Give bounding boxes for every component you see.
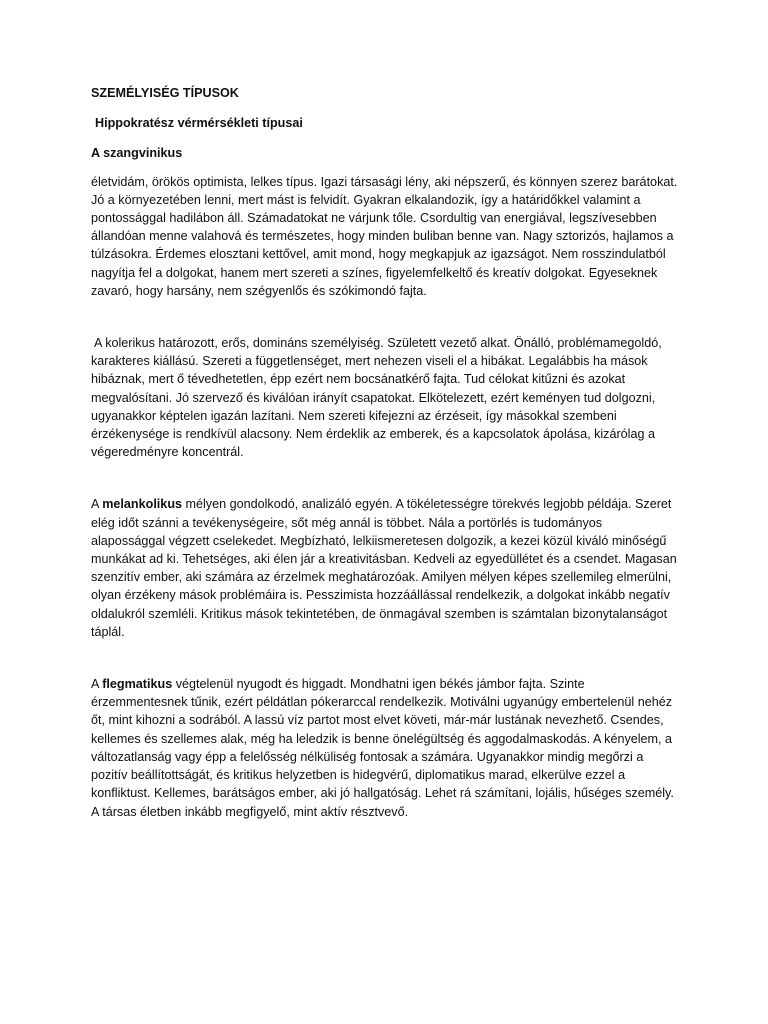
paragraph-phlegmatic [91,675,679,821]
paragraph-melancholic [91,495,679,641]
melancholic-text: mélyen gondolkodó, analizáló egyén. A tökéletességre törekvés legjobb példája. Szeret elég időt szánni a tevékenységeire, sőt még annál is többet. Nála a portörlés is tudományos alapossággal végzett cselekedet. Megbízható, lelkiismeretesen dolgozik, a kezei közül kiváló minőségű munkákat ad ki. Tehetséges, aki élen jár a kreativitásban. Kedveli az egyedüllétet és a csendet. Magasan szenzitív ember, aki számára az érzelmek meghatározóak. Amilyen mélyen képes szellemileg elmerülni, olyan érzékeny mások problémáira is. Pesszimista hozzáállással rendelkezik, a dolgokat inkább negatív oldalukról szemléli. Kritikus mások tekintetében, de önmagával szemben is számtalan bizonytalanságot táplál. [91,497,677,639]
document-title: SZEMÉLYISÉG TÍPUSOK [91,86,239,100]
phlegmatic-text: végtelenül nyugodt és higgadt. Mondhatni igen békés jámbor fajta. Szinte érzemmentesnek tűnik, ezért példátlan pókerarccal rendelkezik. Motiválni ugyanúgy embertelenül nehéz őt, mint kihozni a sodrából. A lassú víz partot most elvet követi, már-már lustának nevezhető. Csendes, kellemes és szellemes alak, még ha leledzik is benne önelégültség és aggodalmaskodás. A kényelem, a változatlanság vagy épp a felelősség nélküliség fontosak a számára. Ugyanakkor mindig megőrzi a pozitív beállítottságát, és kritikus helyzetben is hidegvérű, diplomatikus marad, elkerülve ezzel a konfliktust. Kellemes, barátságos ember, aki jó hallgatóság. Lehet rá számítani, lojális, hűséges személy. A társas életben inkább megfigyelő, mint aktív résztvevő. [91,677,674,819]
phlegmatic-term: flegmatikus [102,677,173,692]
melancholic-term: melankolikus [102,497,183,512]
document-subtitle: Hippokratész vérmérsékleti típusai [95,116,303,131]
melancholic-prefix: A [91,497,103,512]
document-page [91,84,679,821]
section-heading-sanguine: A szangvinikus [91,146,183,161]
paragraph-sanguine: életvidám, örökös optimista, lelkes típus. Igazi társasági lény, aki népszerű, és könnyen szerez barátokat. Jó a környezetében lenni, mert mást is felvidít. Gyakran elkalandozik, így a határidőkkel valamint a pontossággal hadilábon áll. Számadatokat ne várjunk tőle. Csordultig van energiával, legszívesebben állandóan menne valahová és természetes, hogy minden buliban benne van. Nagy sztorizós, hajlamos a túlzásokra. Érdemes elosztani kettővel, amit mond, hogy megkapjuk az igazságot. Nem rosszindulatból nagyítja fel a dolgokat, hanem mert szereti a színes, figyelemfelkeltő és kreatív dolgokat. Egyeseknek zavaró, hogy harsány, nem szégyenlős és szókimondó fajta. [91,174,678,298]
paragraph-choleric: A kolerikus határozott, erős, domináns személyiség. Született vezető alkat. Önálló, problémamegoldó, karakteres kiállású. Szereti a függetlenséget, mert nehezen viseli el a hibákat. Legalábbis ha mások hibáznak, mert ő tévedhetetlen, épp ezért nem bocsánatkérő fajta. Tud célokat kitűzni és azokat megvalósítani. Jó szervező és kiválóan irányít csapatokat. Elkötelezett, ezért keményen tud dolgozni, ugyanakkor képtelen igazán lazítani. Nem szereti kifejezni az érzéseit, így másokkal szembeni érzékenysége is rendkívül alacsony. Nem érdeklik az emberek, és a kapcsolatok ápolása, kizárólag a végeredményre koncentrál. [91,336,662,460]
phlegmatic-prefix: A [91,677,103,692]
